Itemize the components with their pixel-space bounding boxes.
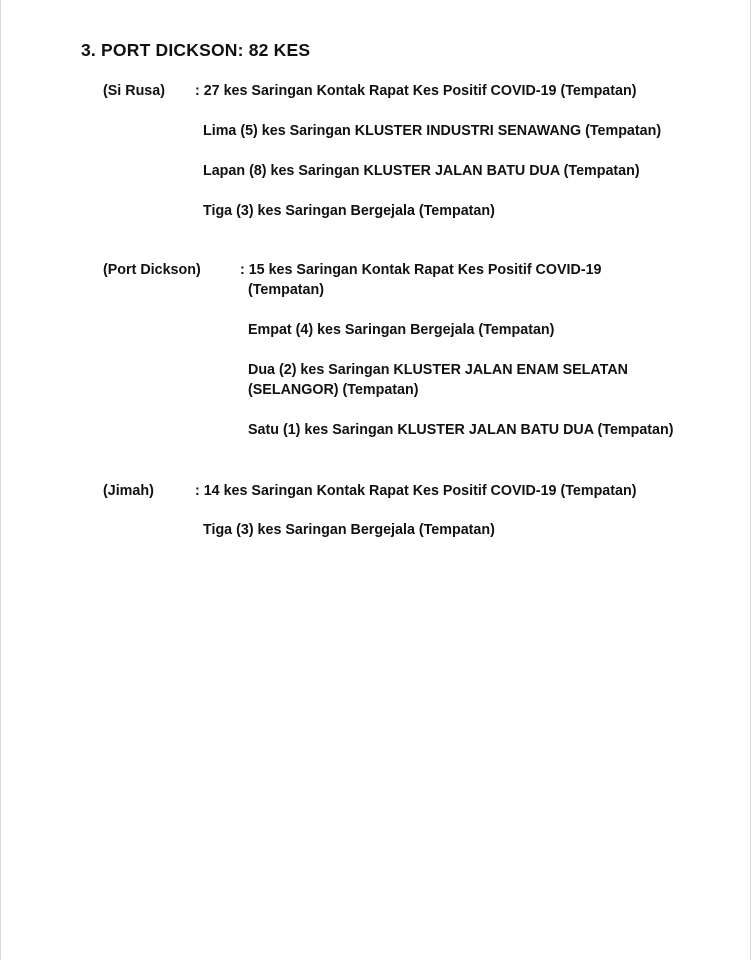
case-line: : 27 kes Saringan Kontak Rapat Kes Positif COVID-19 (Tempatan)	[195, 83, 637, 99]
case-line: Dua (2) kes Saringan KLUSTER JALAN ENAM SELATAN	[248, 362, 628, 378]
section-label-port-dickson: (Port Dickson)	[103, 262, 201, 278]
section-label-si-rusa: (Si Rusa)	[103, 83, 165, 99]
case-line: Tiga (3) kes Saringan Bergejala (Tempatan)	[203, 522, 495, 538]
case-line-continued: (SELANGOR) (Tempatan)	[248, 382, 419, 398]
case-line: Lapan (8) kes Saringan KLUSTER JALAN BATU DUA (Tempatan)	[203, 163, 640, 179]
case-line: Lima (5) kes Saringan KLUSTER INDUSTRI SENAWANG (Tempatan)	[203, 123, 662, 139]
case-line-continued: (Tempatan)	[248, 282, 324, 298]
case-line: : 15 kes Saringan Kontak Rapat Kes Positif COVID-19	[240, 262, 602, 278]
case-line: Satu (1) kes Saringan KLUSTER JALAN BATU DUA (Tempatan)	[248, 422, 674, 438]
case-line: : 14 kes Saringan Kontak Rapat Kes Positif COVID-19 (Tempatan)	[195, 483, 637, 499]
case-line: Empat (4) kes Saringan Bergejala (Tempatan)	[248, 322, 555, 338]
section-label-jimah: (Jimah)	[103, 483, 154, 499]
case-line: Tiga (3) kes Saringan Bergejala (Tempatan)	[203, 203, 495, 219]
page-title: 3. PORT DICKSON: 82 KES	[81, 40, 311, 60]
